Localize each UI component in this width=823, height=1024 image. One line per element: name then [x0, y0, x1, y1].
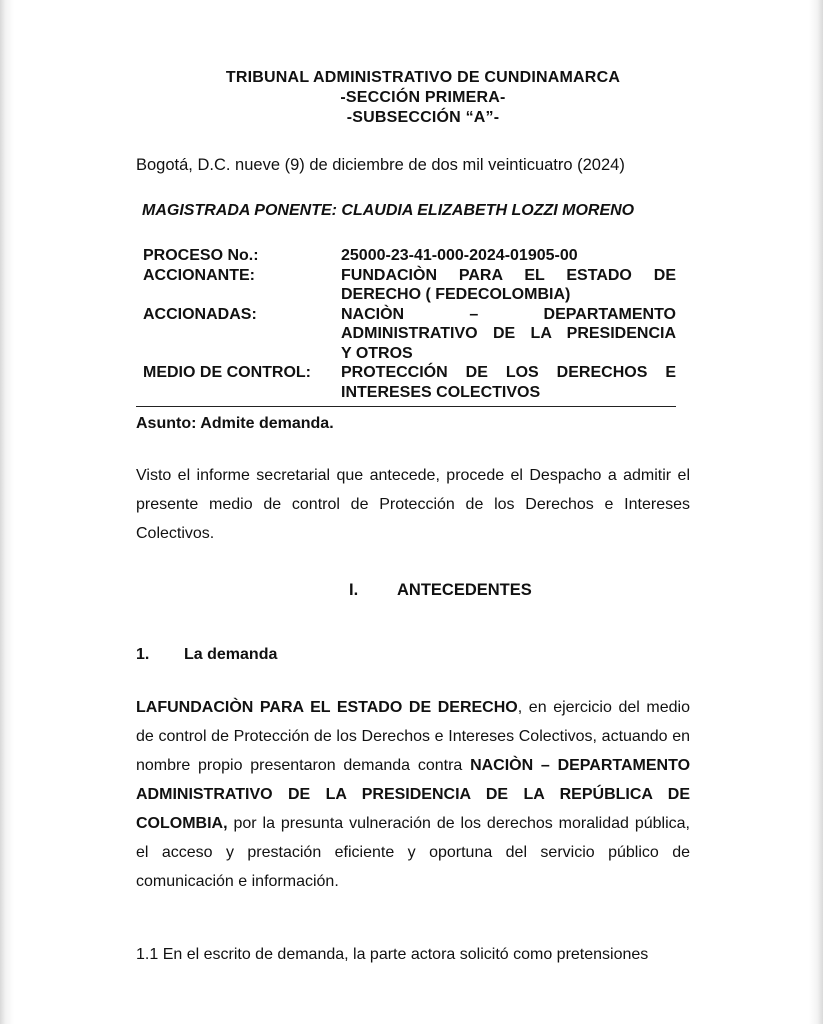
accionante-value-line1: FUNDACIÒN PARA EL ESTADO DE [341, 266, 676, 284]
medio-control-value-line2: INTERESES COLECTIVOS [341, 383, 541, 401]
accionadas-value-line1: NACIÒN – DEPARTAMENTO [341, 305, 676, 323]
asunto-line: Asunto: Admite demanda. [136, 415, 334, 432]
paragraph-demanda [136, 693, 690, 896]
case-info-table [143, 246, 676, 402]
accionante-value-line2: DERECHO ( FEDECOLOMBIA) [341, 286, 571, 303]
subsection-heading [136, 645, 690, 665]
case-row-proceso [143, 246, 676, 266]
magistrada-ponente: MAGISTRADA PONENTE: CLAUDIA ELIZABETH LOZZI MORENO [142, 202, 635, 219]
subsection-title: La demanda [184, 646, 278, 663]
accionante-value [341, 266, 676, 305]
medio-control-label: MEDIO DE CONTROL: [143, 364, 311, 381]
accionadas-value [341, 305, 676, 364]
case-row-accionante [143, 266, 676, 305]
court-subsection: -SUBSECCIÓN “A”- [346, 109, 500, 126]
date-line: Bogotá, D.C. nueve (9) de diciembre de dos mil veinticuatro (2024) [136, 156, 625, 174]
section-number: I. [349, 581, 359, 599]
paragraph-pretensiones: 1.1 En el escrito de demanda, la parte actora solicitó como pretensiones [136, 946, 649, 963]
demandado-name: NACIÒN – DEPARTAMENTO ADMINISTRATIVO DE LA PRESIDENCIA DE LA REPÚBLICA DE COLOMBIA, [136, 757, 691, 832]
proceso-label: PROCESO No.: [143, 247, 259, 264]
proceso-value: 25000-23-41-000-2024-01905-00 [341, 247, 578, 264]
accionadas-value-line3: Y OTROS [341, 344, 413, 362]
court-heading [136, 68, 690, 128]
page-left-edge [0, 0, 14, 1024]
court-name: TRIBUNAL ADMINISTRATIVO DE CUNDINAMARCA [225, 69, 621, 86]
case-row-medio-control [143, 363, 676, 402]
case-row-accionadas [143, 305, 676, 364]
medio-control-value [341, 363, 676, 402]
accionadas-label: ACCIONADAS: [143, 305, 257, 323]
accionadas-value-line2: ADMINISTRATIVO DE LA PRESIDENCIA [341, 325, 676, 342]
subsection-number: 1. [136, 646, 150, 663]
accionante-label: ACCIONANTE: [143, 266, 255, 284]
page-right-edge [809, 0, 823, 1024]
document-page [136, 68, 690, 969]
court-section: -SECCIÓN PRIMERA- [340, 89, 506, 106]
paragraph-demanda-text1: , en ejercicio del medio de control de Protección de los Derechos e Intereses Colectivos, actuando en nombre propio presentaron demanda contra [136, 699, 691, 774]
paragraph-demanda-text2: por la presunta vulneración de los derechos moralidad pública, el acceso y prestación eficiente y oportuna del servicio público de comunicación e información. [136, 815, 690, 890]
separator-rule [136, 406, 676, 407]
section-heading [136, 580, 690, 600]
demandante-name: LAFUNDACIÒN PARA EL ESTADO DE DERECHO [136, 699, 518, 716]
medio-control-value-line1: PROTECCIÓN DE LOS DERECHOS E [341, 364, 676, 381]
paragraph-visto: Visto el informe secretarial que antecede, procede el Despacho a admitir el presente medio de control de Protección de los Derechos e Intereses Colectivos. [136, 467, 690, 542]
section-title: ANTECEDENTES [397, 581, 532, 599]
